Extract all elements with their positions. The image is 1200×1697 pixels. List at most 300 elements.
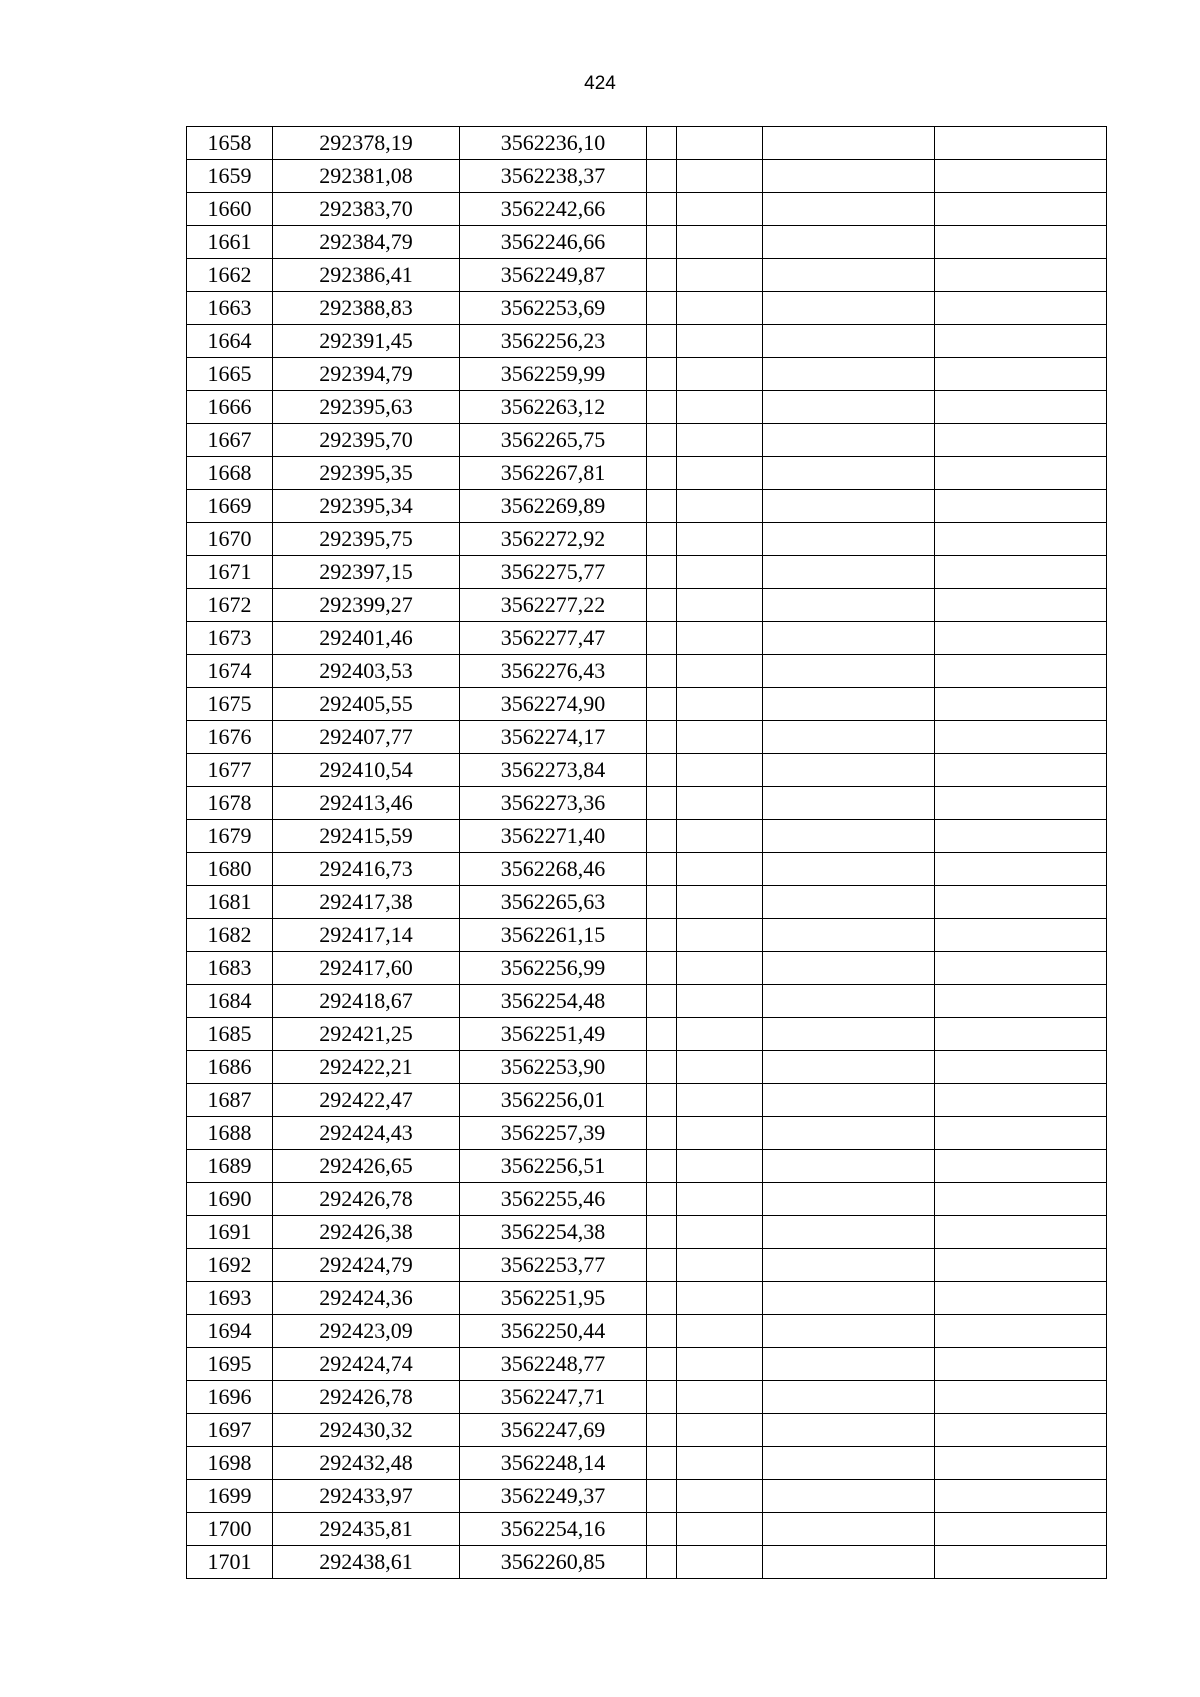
x-coordinate-cell: 292388,83 xyxy=(273,292,460,325)
y-coordinate-cell: 3562274,90 xyxy=(460,688,647,721)
empty-cell xyxy=(647,292,677,325)
empty-cell xyxy=(677,655,763,688)
table-row xyxy=(187,292,1107,325)
empty-cell xyxy=(677,1348,763,1381)
empty-cell xyxy=(935,688,1107,721)
y-coordinate-cell: 3562251,49 xyxy=(460,1018,647,1051)
empty-cell xyxy=(677,1381,763,1414)
x-coordinate-cell: 292407,77 xyxy=(273,721,460,754)
empty-cell xyxy=(935,1150,1107,1183)
empty-cell xyxy=(677,886,763,919)
empty-cell xyxy=(763,1018,935,1051)
y-coordinate-cell: 3562259,99 xyxy=(460,358,647,391)
empty-cell xyxy=(763,325,935,358)
empty-cell xyxy=(935,1381,1107,1414)
empty-cell xyxy=(935,1546,1107,1579)
table-row xyxy=(187,1249,1107,1282)
table-row xyxy=(187,688,1107,721)
coordinates-table-body xyxy=(187,127,1107,1579)
x-coordinate-cell: 292435,81 xyxy=(273,1513,460,1546)
point-number-cell: 1686 xyxy=(187,1051,273,1084)
x-coordinate-cell: 292381,08 xyxy=(273,160,460,193)
empty-cell xyxy=(935,523,1107,556)
table-row xyxy=(187,853,1107,886)
empty-cell xyxy=(935,1216,1107,1249)
empty-cell xyxy=(677,1480,763,1513)
point-number-cell: 1689 xyxy=(187,1150,273,1183)
point-number-cell: 1681 xyxy=(187,886,273,919)
y-coordinate-cell: 3562269,89 xyxy=(460,490,647,523)
empty-cell xyxy=(763,523,935,556)
empty-cell xyxy=(647,391,677,424)
table-row xyxy=(187,1513,1107,1546)
empty-cell xyxy=(677,1282,763,1315)
y-coordinate-cell: 3562251,95 xyxy=(460,1282,647,1315)
table-row xyxy=(187,1051,1107,1084)
empty-cell xyxy=(763,1315,935,1348)
empty-cell xyxy=(763,787,935,820)
empty-cell xyxy=(763,919,935,952)
x-coordinate-cell: 292417,60 xyxy=(273,952,460,985)
y-coordinate-cell: 3562254,16 xyxy=(460,1513,647,1546)
empty-cell xyxy=(935,259,1107,292)
x-coordinate-cell: 292418,67 xyxy=(273,985,460,1018)
empty-cell xyxy=(935,1282,1107,1315)
empty-cell xyxy=(935,490,1107,523)
empty-cell xyxy=(677,226,763,259)
empty-cell xyxy=(647,1381,677,1414)
table-row xyxy=(187,523,1107,556)
table-row xyxy=(187,952,1107,985)
empty-cell xyxy=(677,1183,763,1216)
empty-cell xyxy=(647,1051,677,1084)
x-coordinate-cell: 292426,78 xyxy=(273,1381,460,1414)
empty-cell xyxy=(647,1414,677,1447)
point-number-cell: 1698 xyxy=(187,1447,273,1480)
empty-cell xyxy=(763,490,935,523)
table-row xyxy=(187,259,1107,292)
empty-cell xyxy=(935,919,1107,952)
empty-cell xyxy=(647,1447,677,1480)
x-coordinate-cell: 292401,46 xyxy=(273,622,460,655)
empty-cell xyxy=(647,523,677,556)
empty-cell xyxy=(763,886,935,919)
x-coordinate-cell: 292430,32 xyxy=(273,1414,460,1447)
empty-cell xyxy=(647,952,677,985)
point-number-cell: 1670 xyxy=(187,523,273,556)
y-coordinate-cell: 3562246,66 xyxy=(460,226,647,259)
y-coordinate-cell: 3562277,22 xyxy=(460,589,647,622)
point-number-cell: 1690 xyxy=(187,1183,273,1216)
x-coordinate-cell: 292424,36 xyxy=(273,1282,460,1315)
empty-cell xyxy=(935,358,1107,391)
x-coordinate-cell: 292417,14 xyxy=(273,919,460,952)
y-coordinate-cell: 3562268,46 xyxy=(460,853,647,886)
empty-cell xyxy=(763,457,935,490)
y-coordinate-cell: 3562261,15 xyxy=(460,919,647,952)
empty-cell xyxy=(677,622,763,655)
x-coordinate-cell: 292399,27 xyxy=(273,589,460,622)
empty-cell xyxy=(677,556,763,589)
empty-cell xyxy=(647,1480,677,1513)
point-number-cell: 1662 xyxy=(187,259,273,292)
table-row xyxy=(187,1084,1107,1117)
empty-cell xyxy=(677,490,763,523)
y-coordinate-cell: 3562272,92 xyxy=(460,523,647,556)
empty-cell xyxy=(677,1249,763,1282)
empty-cell xyxy=(935,292,1107,325)
empty-cell xyxy=(677,1018,763,1051)
y-coordinate-cell: 3562236,10 xyxy=(460,127,647,160)
x-coordinate-cell: 292438,61 xyxy=(273,1546,460,1579)
empty-cell xyxy=(677,1447,763,1480)
empty-cell xyxy=(935,985,1107,1018)
point-number-cell: 1675 xyxy=(187,688,273,721)
table-row xyxy=(187,391,1107,424)
empty-cell xyxy=(647,457,677,490)
y-coordinate-cell: 3562254,38 xyxy=(460,1216,647,1249)
empty-cell xyxy=(935,589,1107,622)
empty-cell xyxy=(677,292,763,325)
empty-cell xyxy=(935,1315,1107,1348)
y-coordinate-cell: 3562249,37 xyxy=(460,1480,647,1513)
empty-cell xyxy=(647,193,677,226)
point-number-cell: 1658 xyxy=(187,127,273,160)
empty-cell xyxy=(935,1480,1107,1513)
empty-cell xyxy=(935,820,1107,853)
table-row xyxy=(187,721,1107,754)
x-coordinate-cell: 292433,97 xyxy=(273,1480,460,1513)
empty-cell xyxy=(763,1447,935,1480)
empty-cell xyxy=(763,655,935,688)
x-coordinate-cell: 292410,54 xyxy=(273,754,460,787)
empty-cell xyxy=(763,1414,935,1447)
point-number-cell: 1665 xyxy=(187,358,273,391)
x-coordinate-cell: 292421,25 xyxy=(273,1018,460,1051)
x-coordinate-cell: 292424,74 xyxy=(273,1348,460,1381)
x-coordinate-cell: 292386,41 xyxy=(273,259,460,292)
point-number-cell: 1687 xyxy=(187,1084,273,1117)
empty-cell xyxy=(647,490,677,523)
empty-cell xyxy=(935,556,1107,589)
table-row xyxy=(187,1018,1107,1051)
page-number: 424 xyxy=(584,73,616,94)
empty-cell xyxy=(763,589,935,622)
x-coordinate-cell: 292424,79 xyxy=(273,1249,460,1282)
empty-cell xyxy=(935,1348,1107,1381)
table-row xyxy=(187,457,1107,490)
x-coordinate-cell: 292391,45 xyxy=(273,325,460,358)
table-row xyxy=(187,1315,1107,1348)
empty-cell xyxy=(647,259,677,292)
x-coordinate-cell: 292384,79 xyxy=(273,226,460,259)
x-coordinate-cell: 292415,59 xyxy=(273,820,460,853)
empty-cell xyxy=(763,424,935,457)
x-coordinate-cell: 292432,48 xyxy=(273,1447,460,1480)
y-coordinate-cell: 3562274,17 xyxy=(460,721,647,754)
empty-cell xyxy=(935,457,1107,490)
empty-cell xyxy=(677,160,763,193)
y-coordinate-cell: 3562257,39 xyxy=(460,1117,647,1150)
empty-cell xyxy=(647,160,677,193)
y-coordinate-cell: 3562267,81 xyxy=(460,457,647,490)
y-coordinate-cell: 3562253,69 xyxy=(460,292,647,325)
empty-cell xyxy=(763,853,935,886)
empty-cell xyxy=(935,424,1107,457)
y-coordinate-cell: 3562256,01 xyxy=(460,1084,647,1117)
empty-cell xyxy=(763,556,935,589)
empty-cell xyxy=(677,1216,763,1249)
empty-cell xyxy=(647,1117,677,1150)
empty-cell xyxy=(935,1414,1107,1447)
empty-cell xyxy=(677,952,763,985)
empty-cell xyxy=(763,358,935,391)
table-row xyxy=(187,424,1107,457)
empty-cell xyxy=(935,391,1107,424)
y-coordinate-cell: 3562273,84 xyxy=(460,754,647,787)
empty-cell xyxy=(677,787,763,820)
empty-cell xyxy=(647,655,677,688)
y-coordinate-cell: 3562250,44 xyxy=(460,1315,647,1348)
empty-cell xyxy=(763,1546,935,1579)
empty-cell xyxy=(935,622,1107,655)
empty-cell xyxy=(647,622,677,655)
point-number-cell: 1685 xyxy=(187,1018,273,1051)
x-coordinate-cell: 292395,35 xyxy=(273,457,460,490)
empty-cell xyxy=(935,226,1107,259)
empty-cell xyxy=(677,1414,763,1447)
empty-cell xyxy=(677,1315,763,1348)
empty-cell xyxy=(647,1183,677,1216)
empty-cell xyxy=(763,754,935,787)
point-number-cell: 1672 xyxy=(187,589,273,622)
empty-cell xyxy=(647,1150,677,1183)
table-row xyxy=(187,325,1107,358)
x-coordinate-cell: 292426,65 xyxy=(273,1150,460,1183)
empty-cell xyxy=(763,721,935,754)
y-coordinate-cell: 3562271,40 xyxy=(460,820,647,853)
empty-cell xyxy=(647,1018,677,1051)
point-number-cell: 1664 xyxy=(187,325,273,358)
x-coordinate-cell: 292417,38 xyxy=(273,886,460,919)
empty-cell xyxy=(647,589,677,622)
empty-cell xyxy=(763,1348,935,1381)
empty-cell xyxy=(763,688,935,721)
empty-cell xyxy=(763,1150,935,1183)
table-row xyxy=(187,1282,1107,1315)
empty-cell xyxy=(677,688,763,721)
point-number-cell: 1668 xyxy=(187,457,273,490)
empty-cell xyxy=(935,1018,1107,1051)
empty-cell xyxy=(677,985,763,1018)
table-row xyxy=(187,490,1107,523)
empty-cell xyxy=(677,1117,763,1150)
empty-cell xyxy=(677,1546,763,1579)
empty-cell xyxy=(677,721,763,754)
empty-cell xyxy=(763,1216,935,1249)
x-coordinate-cell: 292394,79 xyxy=(273,358,460,391)
empty-cell xyxy=(763,1051,935,1084)
empty-cell xyxy=(647,1249,677,1282)
table-row xyxy=(187,589,1107,622)
x-coordinate-cell: 292426,78 xyxy=(273,1183,460,1216)
y-coordinate-cell: 3562248,14 xyxy=(460,1447,647,1480)
y-coordinate-cell: 3562256,99 xyxy=(460,952,647,985)
point-number-cell: 1666 xyxy=(187,391,273,424)
table-row xyxy=(187,985,1107,1018)
point-number-cell: 1671 xyxy=(187,556,273,589)
y-coordinate-cell: 3562242,66 xyxy=(460,193,647,226)
empty-cell xyxy=(763,1084,935,1117)
y-coordinate-cell: 3562265,63 xyxy=(460,886,647,919)
point-number-cell: 1688 xyxy=(187,1117,273,1150)
y-coordinate-cell: 3562273,36 xyxy=(460,787,647,820)
point-number-cell: 1692 xyxy=(187,1249,273,1282)
point-number-cell: 1678 xyxy=(187,787,273,820)
empty-cell xyxy=(647,688,677,721)
empty-cell xyxy=(763,391,935,424)
y-coordinate-cell: 3562248,77 xyxy=(460,1348,647,1381)
empty-cell xyxy=(677,1150,763,1183)
empty-cell xyxy=(677,1051,763,1084)
empty-cell xyxy=(647,127,677,160)
empty-cell xyxy=(763,160,935,193)
empty-cell xyxy=(647,1546,677,1579)
y-coordinate-cell: 3562238,37 xyxy=(460,160,647,193)
y-coordinate-cell: 3562254,48 xyxy=(460,985,647,1018)
empty-cell xyxy=(647,820,677,853)
empty-cell xyxy=(677,127,763,160)
table-row xyxy=(187,754,1107,787)
y-coordinate-cell: 3562256,51 xyxy=(460,1150,647,1183)
empty-cell xyxy=(677,325,763,358)
empty-cell xyxy=(935,655,1107,688)
empty-cell xyxy=(647,1084,677,1117)
y-coordinate-cell: 3562249,87 xyxy=(460,259,647,292)
empty-cell xyxy=(763,1183,935,1216)
point-number-cell: 1673 xyxy=(187,622,273,655)
empty-cell xyxy=(677,754,763,787)
empty-cell xyxy=(763,259,935,292)
table-row xyxy=(187,1348,1107,1381)
empty-cell xyxy=(763,1117,935,1150)
empty-cell xyxy=(935,1084,1107,1117)
point-number-cell: 1682 xyxy=(187,919,273,952)
empty-cell xyxy=(763,820,935,853)
empty-cell xyxy=(677,523,763,556)
point-number-cell: 1694 xyxy=(187,1315,273,1348)
empty-cell xyxy=(677,1084,763,1117)
point-number-cell: 1677 xyxy=(187,754,273,787)
table-row xyxy=(187,1117,1107,1150)
point-number-cell: 1663 xyxy=(187,292,273,325)
x-coordinate-cell: 292426,38 xyxy=(273,1216,460,1249)
empty-cell xyxy=(935,754,1107,787)
table-row xyxy=(187,886,1107,919)
empty-cell xyxy=(935,193,1107,226)
y-coordinate-cell: 3562253,77 xyxy=(460,1249,647,1282)
point-number-cell: 1697 xyxy=(187,1414,273,1447)
point-number-cell: 1700 xyxy=(187,1513,273,1546)
table-row xyxy=(187,1381,1107,1414)
empty-cell xyxy=(763,1381,935,1414)
y-coordinate-cell: 3562265,75 xyxy=(460,424,647,457)
empty-cell xyxy=(647,358,677,391)
table-row xyxy=(187,1150,1107,1183)
point-number-cell: 1701 xyxy=(187,1546,273,1579)
empty-cell xyxy=(763,1282,935,1315)
empty-cell xyxy=(935,1249,1107,1282)
table-row xyxy=(187,787,1107,820)
empty-cell xyxy=(763,1480,935,1513)
table-row xyxy=(187,127,1107,160)
empty-cell xyxy=(763,193,935,226)
x-coordinate-cell: 292422,47 xyxy=(273,1084,460,1117)
point-number-cell: 1699 xyxy=(187,1480,273,1513)
y-coordinate-cell: 3562247,69 xyxy=(460,1414,647,1447)
point-number-cell: 1680 xyxy=(187,853,273,886)
table-row xyxy=(187,919,1107,952)
empty-cell xyxy=(647,886,677,919)
empty-cell xyxy=(935,853,1107,886)
empty-cell xyxy=(677,820,763,853)
point-number-cell: 1684 xyxy=(187,985,273,1018)
empty-cell xyxy=(677,424,763,457)
table-row xyxy=(187,1216,1107,1249)
empty-cell xyxy=(647,1216,677,1249)
empty-cell xyxy=(935,787,1107,820)
coordinates-table xyxy=(186,126,1107,1579)
empty-cell xyxy=(935,325,1107,358)
empty-cell xyxy=(677,589,763,622)
empty-cell xyxy=(935,721,1107,754)
x-coordinate-cell: 292395,63 xyxy=(273,391,460,424)
x-coordinate-cell: 292378,19 xyxy=(273,127,460,160)
empty-cell xyxy=(935,1051,1107,1084)
empty-cell xyxy=(647,1348,677,1381)
point-number-cell: 1669 xyxy=(187,490,273,523)
empty-cell xyxy=(763,127,935,160)
empty-cell xyxy=(647,721,677,754)
empty-cell xyxy=(647,853,677,886)
y-coordinate-cell: 3562260,85 xyxy=(460,1546,647,1579)
table-row xyxy=(187,622,1107,655)
y-coordinate-cell: 3562263,12 xyxy=(460,391,647,424)
y-coordinate-cell: 3562255,46 xyxy=(460,1183,647,1216)
y-coordinate-cell: 3562275,77 xyxy=(460,556,647,589)
point-number-cell: 1676 xyxy=(187,721,273,754)
empty-cell xyxy=(647,424,677,457)
empty-cell xyxy=(677,853,763,886)
empty-cell xyxy=(647,1315,677,1348)
empty-cell xyxy=(647,226,677,259)
x-coordinate-cell: 292423,09 xyxy=(273,1315,460,1348)
empty-cell xyxy=(935,1183,1107,1216)
empty-cell xyxy=(647,754,677,787)
empty-cell xyxy=(677,259,763,292)
point-number-cell: 1660 xyxy=(187,193,273,226)
empty-cell xyxy=(763,1513,935,1546)
x-coordinate-cell: 292395,34 xyxy=(273,490,460,523)
table-row xyxy=(187,1183,1107,1216)
empty-cell xyxy=(647,325,677,358)
empty-cell xyxy=(677,391,763,424)
table-row xyxy=(187,1447,1107,1480)
x-coordinate-cell: 292422,21 xyxy=(273,1051,460,1084)
table-row xyxy=(187,193,1107,226)
empty-cell xyxy=(935,127,1107,160)
x-coordinate-cell: 292405,55 xyxy=(273,688,460,721)
